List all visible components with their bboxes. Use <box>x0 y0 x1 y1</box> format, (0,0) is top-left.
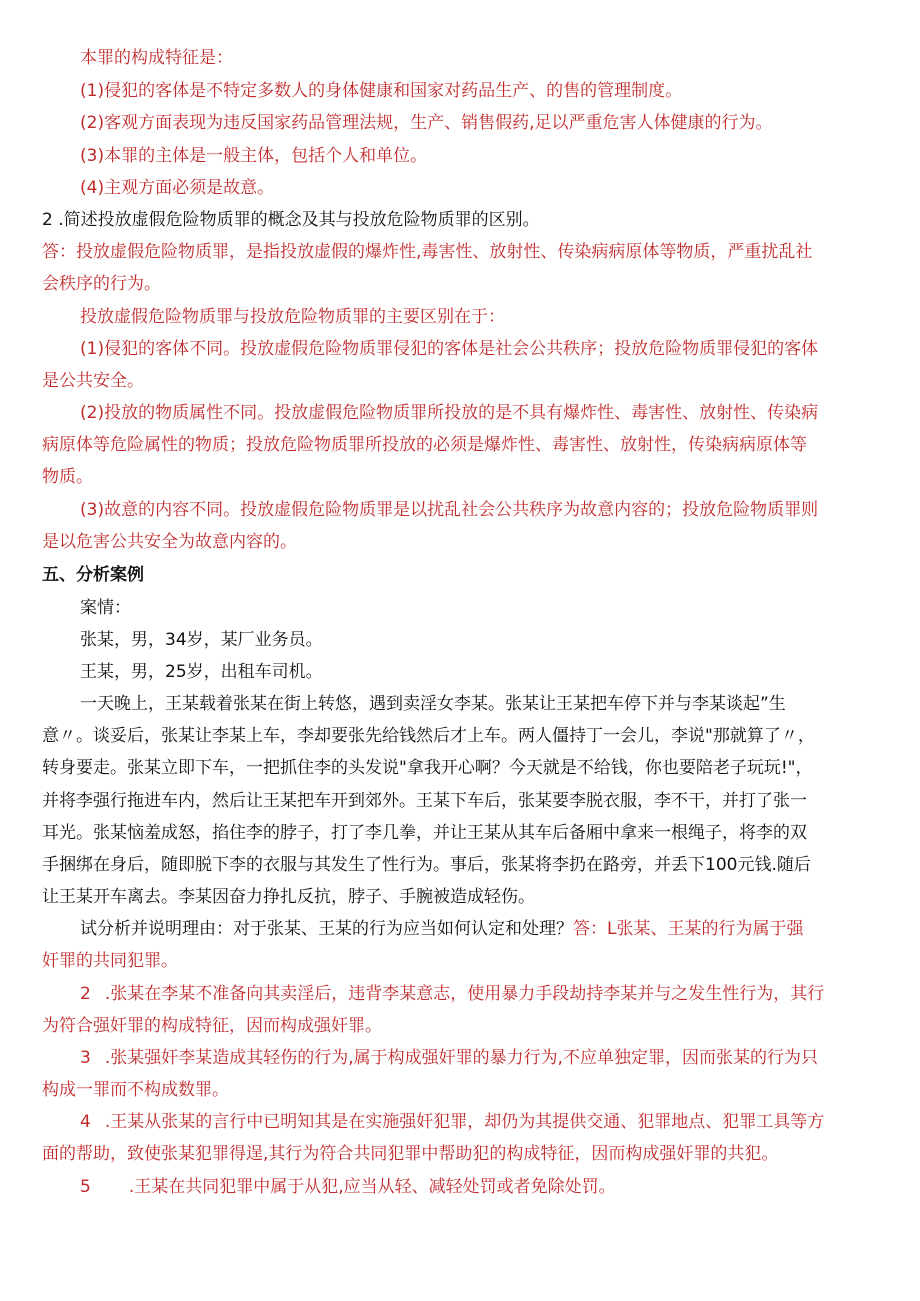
answer-point-3-line-2: 构成一罪而不构成数罪。 <box>42 1080 229 1100</box>
difference-3-line-2: 是以危害公共安全为故意内容的。 <box>42 532 297 552</box>
difference-heading: 投放虚假危险物质罪与投放危险物质罪的主要区别在于： <box>80 307 505 327</box>
feature-item-3: (3)本罪的主体是一般主体，包括个人和单位。 <box>80 146 428 166</box>
point-text: .王某从张某的言行中已明知其是在实施强奸犯罪，却仍为其提供交通、犯罪地点、犯罪工具等方 <box>104 1112 825 1132</box>
answer-point-2-line-1 <box>80 982 824 1006</box>
point-number: 5 <box>80 1177 91 1197</box>
answer-point-2-line-2: 为符合强奸罪的构成特征，因而构成强奸罪。 <box>42 1016 382 1036</box>
point-text: .张某在李某不准备向其卖淫后，违背李某意志，使用暴力手段劫持李某并与之发生性行为，其行 <box>104 984 825 1004</box>
difference-1-line-2: 是公共安全。 <box>42 371 144 391</box>
feature-item-4: (4)主观方面必须是故意。 <box>80 178 275 198</box>
point-number: 2 <box>80 984 91 1004</box>
answer-point-4-line-1 <box>80 1110 824 1134</box>
case-story-line-5: 耳光。张某恼羞成怒，掐住李的脖子，打了李几拳，并让王某从其车后备厢中拿来一根绳子，将李的双 <box>42 823 807 843</box>
case-story-line-4: 并将李强行拖进车内，然后让王某把车开到郊外。王某下车后，张某要李脱衣服，李不干，并打了张一 <box>42 791 807 811</box>
case-story-line-6: 手捆绑在身后，随即脱下李的衣服与其发生了性行为。事后，张某将李扔在路旁，并丢下100元钱.随后 <box>42 855 811 875</box>
question-2: 2 .简述投放虚假危险物质罪的概念及其与投放危险物质罪的区别。 <box>42 210 540 230</box>
question-and-answer-line <box>80 917 803 941</box>
difference-3-line-1: (3)故意的内容不同。投放虚假危险物质罪是以扰乱社会公共秩序为故意内容的；投放危险物质罪则 <box>80 500 819 520</box>
answer-point-4-line-2: 面的帮助，致使张某犯罪得逞,其行为符合共同犯罪中帮助犯的构成特征，因而构成强奸罪的共犯。 <box>42 1144 779 1164</box>
feature-item-1: (1)侵犯的客体是不特定多数人的身体健康和国家对药品生产、的售的管理制度。 <box>80 81 683 101</box>
point-number: 4 <box>80 1112 91 1132</box>
features-heading: 本罪的构成特征是： <box>80 48 233 68</box>
case-label: 案情： <box>80 598 131 618</box>
difference-2-line-2: 病原体等危险属性的物质；投放危险物质罪所投放的必须是爆炸性、毒害性、放射性，传染病病原体等 <box>42 435 807 455</box>
point-number: 3 <box>80 1048 91 1068</box>
answer-2-line-1: 答：投放虚假危险物质罪，是指投放虚假的爆炸性,毒害性、放射性、传染病病原体等物质，严重扰乱社 <box>42 242 813 262</box>
answer-point-1-cont: 奸罪的共同犯罪。 <box>42 951 178 971</box>
answer-point-1-start: 答：L张某、王某的行为属于强 <box>573 919 804 939</box>
answer-point-5-line-1 <box>80 1175 616 1199</box>
analysis-question: 试分析并说明理由：对于张某、王某的行为应当如何认定和处理？ <box>80 919 573 939</box>
section-heading-case-analysis: 五、分析案例 <box>42 565 144 585</box>
answer-point-3-line-1 <box>80 1046 818 1070</box>
point-text: .王某在共同犯罪中属于从犯,应当从轻、减轻处罚或者免除处罚。 <box>128 1177 616 1197</box>
case-story-line-3: 转身要走。张某立即下车，一把抓住李的头发说"拿我开心啊？今天就是不给钱，你也要陪老子玩玩!"， <box>42 758 813 778</box>
person-wang: 王某，男，25岁，出租车司机。 <box>80 662 323 682</box>
difference-2-line-1: (2)投放的物质属性不同。投放虚假危险物质罪所投放的是不具有爆炸性、毒害性、放射性、传染病 <box>80 403 819 423</box>
answer-2-line-2: 会秩序的行为。 <box>42 274 161 294</box>
feature-item-2: (2)客观方面表现为违反国家药品管理法规，生产、销售假药,足以严重危害人体健康的行为。 <box>80 113 773 133</box>
case-story-line-7: 让王某开车离去。李某因奋力挣扎反抗，脖子、手腕被造成轻伤。 <box>42 887 535 907</box>
case-story-line-1: 一天晚上，王某载着张某在街上转悠，遇到卖淫女李某。张某让王某把车停下并与李某谈起”生 <box>80 694 786 714</box>
person-zhang: 张某，男，34岁，某厂业务员。 <box>80 630 323 650</box>
case-story-line-2: 意〃。谈妥后，张某让李某上车，李却要张先给钱然后才上车。两人僵持丁一会儿，李说"那就算了〃， <box>42 726 815 746</box>
difference-2-line-3: 物质。 <box>42 467 93 487</box>
point-text: .张某强奸李某造成其轻伤的行为,属于构成强奸罪的暴力行为,不应单独定罪，因而张某的行为只 <box>104 1048 819 1068</box>
difference-1-line-1: (1)侵犯的客体不同。投放虚假危险物质罪侵犯的客体是社会公共秩序；投放危险物质罪侵犯的客体 <box>80 339 819 359</box>
